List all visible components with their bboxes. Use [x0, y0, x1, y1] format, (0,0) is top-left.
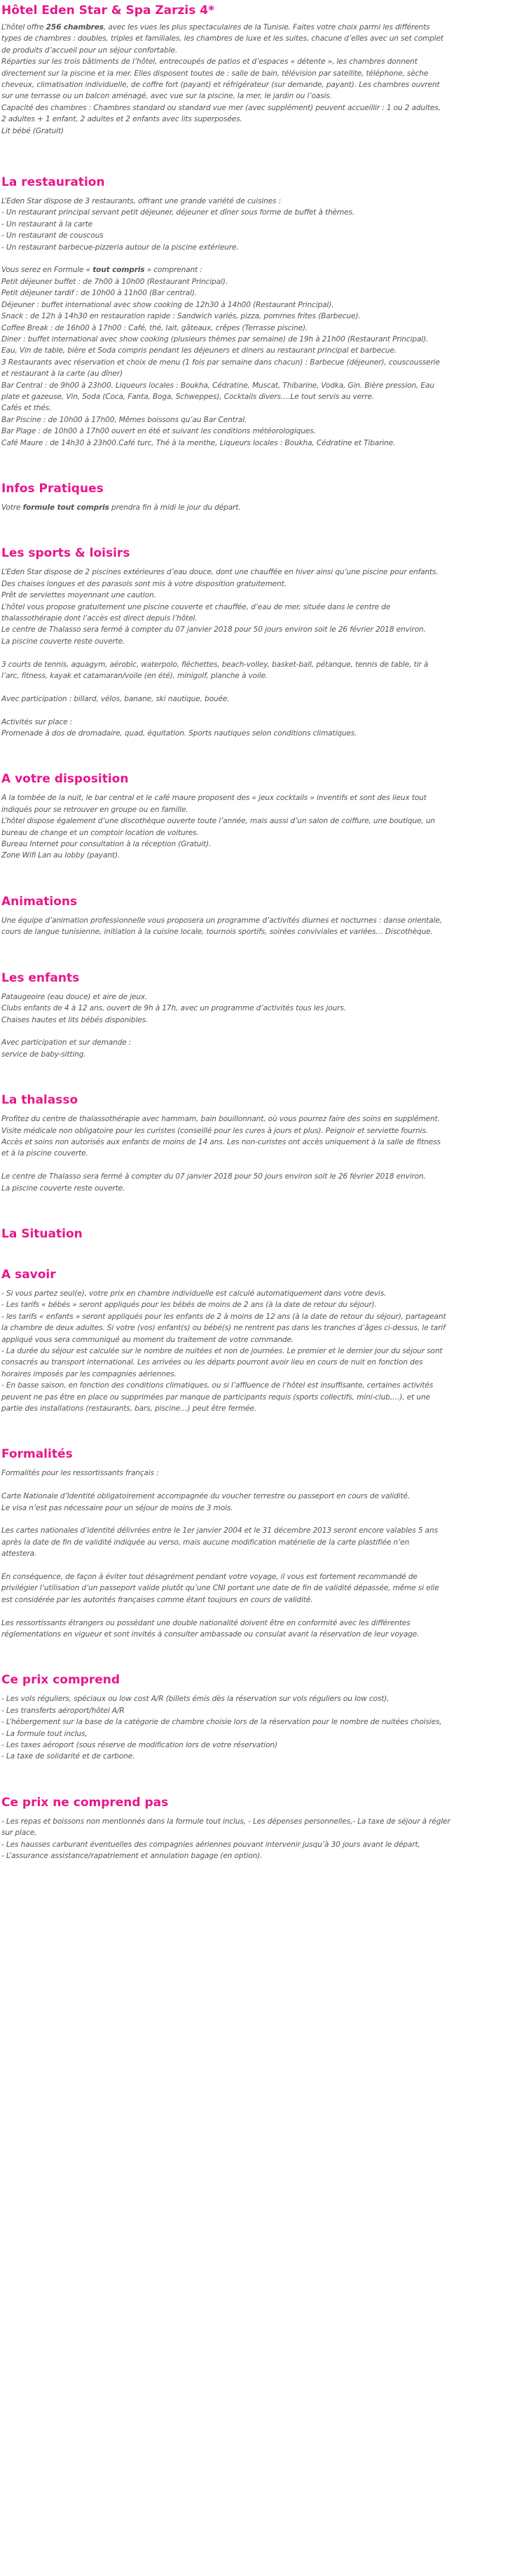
- text-line: [1, 1003, 523, 1014]
- section-title: A votre disposition: [1, 772, 129, 787]
- section-title: La restauration: [1, 175, 105, 190]
- text-segment: horaires imposés par les compagnies aériennes.: [1, 1369, 177, 1378]
- text-segment: - L’hébergement sur la base de la catégorie de chambre choisie lors de la réservation pour le nombre de nuitées choisies,: [1, 1718, 442, 1727]
- blank-line: [1, 1606, 523, 1617]
- text-line: [1, 1716, 523, 1728]
- hotel-title: Hôtel Eden Star & Spa Zarzis 4*: [1, 4, 214, 18]
- text-segment: prendra fin à midi le jour du départ.: [109, 503, 241, 512]
- text-line: [1, 1345, 523, 1357]
- text-segment: Diner : buffet international avec show cooking (plusieurs thèmes par semaine) de 19h à 21h00 (Restaurant Principal).: [1, 334, 429, 344]
- text-line: [1, 1705, 523, 1716]
- section-a-votre-disposition: [1, 771, 523, 861]
- text-line: [1, 219, 523, 230]
- text-segment: Clubs enfants de 4 à 12 ans, ouvert de 9h à 17h, avec un programme d’activités tous les jours.: [1, 1004, 346, 1013]
- text-segment: Cafés et thés.: [1, 404, 52, 413]
- text-line: [1, 345, 523, 356]
- text-segment: Réparties sur les trois bâtiments de l’hôtel, entrecoupés de patios et d’espaces « détente », les chambres donnent: [1, 57, 418, 67]
- text-line: [1, 1582, 523, 1594]
- text-line: [1, 414, 523, 426]
- text-segment: Le centre de Thalasso sera fermé à compter du 07 janvier 2018 pour 50 jours environ soit le 26 février 2018 environ.: [1, 625, 426, 635]
- text-line: [1, 230, 523, 241]
- text-line: [1, 659, 523, 670]
- section-title: Ce prix ne comprend pas: [1, 1795, 169, 1810]
- text-segment: Capacité des chambres : Chambres standard ou standard vue mer (avec supplément) peuvent accueillir : 1 ou 2 adultes,: [1, 103, 441, 112]
- section-body: [1, 792, 523, 861]
- section-body: [1, 1693, 523, 1762]
- text-line: [1, 126, 523, 137]
- text-segment: Eau, Vin de table, bière et Soda compris pendant les déjeuners et diners au restaurant principal et barbecue.: [1, 346, 397, 355]
- text-line: [1, 1322, 523, 1334]
- section-body: [1, 502, 523, 513]
- text-segment: 3 Restaurants avec réservation et choix de menu (1 fois par semaine dans chacun) : Barbecue (déjeuner), couscousserie: [1, 358, 440, 367]
- text-segment: Bar Plage : de 10h00 à 17h00 ouvert en été et suivant les conditions météorologiques.: [1, 427, 316, 436]
- text-segment: Les cartes nationales d’identité délivrées entre le 1er janvier 2004 et le 31 décembre 2013 seront encore valables 5 ans: [1, 1526, 438, 1536]
- section-formalites: [1, 1446, 523, 1640]
- text-line: [1, 1751, 523, 1762]
- text-segment: Les ressortissants étrangers ou possédant une double nationalité doivent être en conformité avec les différentes: [1, 1618, 411, 1627]
- text-segment: Le centre de Thalasso sera fermé à compter du 07 janvier 2018 pour 50 jours environ soit le 26 février 2018 environ.: [1, 1172, 426, 1181]
- text-line: [1, 590, 523, 601]
- text-segment: et à la piscine couverte.: [1, 1149, 88, 1158]
- text-segment: - La durée du séjour est calculée sur le nombre de nuitées et non de journées. Le premier et le dernier jour du séjour sont: [1, 1346, 443, 1355]
- text-segment: - Un restaurant à la carte: [1, 219, 92, 229]
- text-segment: Le visa n’est pas nécessaire pour un séjour de moins de 3 mois.: [1, 1503, 233, 1512]
- text-line: [1, 1693, 523, 1704]
- text-segment: thalassothérapie dont l’accès est direct depuis l’hôtel.: [1, 614, 198, 623]
- text-line: [1, 1827, 523, 1838]
- text-line: [1, 196, 523, 207]
- text-segment: de produits d’accueil pour un séjour confortable.: [1, 46, 178, 55]
- text-line: [1, 1311, 523, 1322]
- text-line: [1, 1137, 523, 1148]
- text-line: [1, 624, 523, 635]
- text-segment: Accès et soins non autorisés aux enfants de moins de 14 ans. Les non-curistes ont accès uniquement à la salle de fitness: [1, 1137, 441, 1146]
- text-line: [1, 426, 523, 437]
- text-segment: - Les transferts aéroport/hôtel A/R: [1, 1706, 125, 1715]
- text-line: [1, 33, 523, 44]
- text-segment: - Les hausses carburant éventuelles des compagnies aériennes pouvant intervenir jusqu’à 30 jours avant le départ,: [1, 1840, 420, 1849]
- section-body: [1, 1288, 523, 1414]
- section-ce-prix-ne-comprend-pas: [1, 1795, 523, 1862]
- section-body: [1, 1113, 523, 1194]
- text-segment: et restaurant à la carte (au dîner): [1, 370, 123, 379]
- blank-line: [1, 1026, 523, 1037]
- text-segment: l’arc, fitness, kayak et catamaran/voile (en été), minigolf, planche à voile.: [1, 672, 268, 681]
- text-segment: L’hôtel vous propose gratuitement une piscine couverte et chauffée, d’eau de mer, située dans le centre de: [1, 602, 391, 611]
- section-infos-pratiques: [1, 481, 523, 513]
- text-line: [1, 602, 523, 613]
- text-line: [1, 839, 523, 850]
- section-body: [1, 915, 523, 938]
- blank-line: [1, 705, 523, 716]
- bold-text: 256 chambres: [46, 23, 104, 32]
- text-segment: La piscine couverte reste ouverte.: [1, 637, 125, 646]
- text-line: [1, 1148, 523, 1159]
- text-line: [1, 242, 523, 253]
- content-sections: [1, 175, 523, 1862]
- text-segment: - En basse saison, en fonction des conditions climatiques, ou si l’affluence de l’hôtel est insuffisante, certaines activités: [1, 1381, 434, 1390]
- text-segment: appliqué vous sera communiqué au moment du traitement de votre commande.: [1, 1335, 294, 1344]
- text-line: [1, 1113, 523, 1125]
- text-line: [1, 636, 523, 647]
- text-line: [1, 311, 523, 322]
- text-segment: Avec participation : billard, vélos, banane, ski nautique, bouée.: [1, 694, 230, 703]
- text-line: [1, 1183, 523, 1194]
- text-line: [1, 1740, 523, 1751]
- text-segment: Petit déjeuner buffet : de 7h00 à 10h00 (Restaurant Principal).: [1, 277, 228, 286]
- text-line: [1, 264, 523, 276]
- text-segment: L’hôtel offre: [1, 23, 46, 32]
- blank-line: [1, 647, 523, 658]
- bold-text: tout compris: [92, 266, 145, 275]
- text-line: [1, 1334, 523, 1345]
- text-line: [1, 22, 523, 33]
- text-segment: - Les repas et boissons non mentionnés dans la formule tout inclus, - Les dépenses personnelles,- La taxe de séjour à régler: [1, 1817, 450, 1826]
- section-body: [1, 196, 523, 449]
- text-line: [1, 79, 523, 90]
- section-title: A savoir: [1, 1267, 56, 1282]
- text-segment: réglementations en vigueur et sont invités à consulter ambassade ou consulat avant la réservation de leur voyage.: [1, 1630, 420, 1639]
- text-segment: Zone Wifi Lan au lobby (payant).: [1, 851, 120, 860]
- text-line: [1, 728, 523, 739]
- text-line: [1, 804, 523, 815]
- text-line: [1, 1816, 523, 1827]
- text-line: [1, 1403, 523, 1414]
- text-line: [1, 391, 523, 402]
- text-segment: Chaises hautes et lits bébés disponibles.: [1, 1015, 149, 1024]
- text-segment: La piscine couverte reste ouverte.: [1, 1184, 125, 1193]
- section-les-enfants: [1, 970, 523, 1060]
- text-segment: - Un restaurant de couscous: [1, 231, 104, 240]
- text-segment: Pataugeoire (eau douce) et aire de jeux.: [1, 992, 148, 1001]
- text-segment: » comprenant :: [144, 266, 202, 275]
- text-segment: consacrés au transport international. Les arrivées ou les départs pourront avoir lieu en cours de nuit en fonction des: [1, 1358, 423, 1367]
- section-les-sports-loisirs: [1, 545, 523, 739]
- text-segment: Formalités pour les ressortissants français :: [1, 1469, 159, 1478]
- text-segment: - Les vols réguliers, spéciaux ou low cost A/R (billets émis dès la réservation sur vols réguliers ou low cost),: [1, 1695, 389, 1704]
- text-line: [1, 276, 523, 287]
- text-segment: Café Maure : de 14h30 à 23h00.Café turc, Thé à la menthe, Liqueurs locales : Boukha, Cédratine et Tibarine.: [1, 438, 396, 447]
- text-line: [1, 1288, 523, 1299]
- text-line: [1, 1392, 523, 1403]
- section-title: La Situation: [1, 1226, 83, 1241]
- text-line: [1, 1299, 523, 1310]
- text-segment: Petit déjeuner tardif : de 10h00 à 11h00 (Bar central).: [1, 289, 198, 298]
- text-line: [1, 1491, 523, 1502]
- text-line: [1, 613, 523, 624]
- text-segment: A la tombée de la nuit, le bar central et le café maure proposent des « jeux cocktails » inventifs et sont des lieux tout: [1, 794, 427, 803]
- text-line: [1, 1525, 523, 1536]
- text-line: [1, 915, 523, 926]
- text-line: [1, 114, 523, 125]
- text-segment: - L’assurance assistance/rapatriement et annulation bagage (en option).: [1, 1852, 263, 1861]
- text-line: [1, 578, 523, 590]
- text-line: [1, 850, 523, 861]
- text-line: [1, 1369, 523, 1380]
- section-body: [1, 991, 523, 1060]
- text-line: [1, 380, 523, 391]
- text-line: [1, 1571, 523, 1582]
- section-body: [1, 1467, 523, 1640]
- text-segment: cours de langue tunisienne, initiation à la cuisine locale, tournois sportifs, soirées conviviales et variées… Discothèque.: [1, 928, 433, 937]
- text-line: [1, 68, 523, 79]
- text-segment: sur place,: [1, 1829, 37, 1838]
- section-title: Ce prix comprend: [1, 1673, 120, 1688]
- text-line: [1, 287, 523, 299]
- text-line: [1, 1125, 523, 1137]
- text-segment: est considérée par les autorités françaises comme étant toujours en cours de validité.: [1, 1595, 313, 1604]
- text-line: [1, 1503, 523, 1514]
- section-title: Les enfants: [1, 970, 80, 985]
- text-segment: L’Eden Star dispose de 2 piscines extérieures d’eau douce, dont une chauffée en hiver ainsi qu’une piscine pour enfants.: [1, 568, 439, 577]
- blank-line: [1, 682, 523, 693]
- text-line: [1, 207, 523, 218]
- text-line: [1, 1728, 523, 1740]
- text-line: [1, 1594, 523, 1606]
- text-segment: En conséquence, de façon à éviter tout désagrément pendant votre voyage, il vous est fortement recommandé de: [1, 1573, 418, 1582]
- text-segment: après la date de fin de validité indiquée au verso, mais aucune modification matérielle de la carte plastifiée n’en: [1, 1538, 410, 1547]
- text-segment: - Un restaurant barbecue-pizzeria autour de la piscine extérieure.: [1, 243, 239, 252]
- text-line: [1, 1537, 523, 1548]
- text-segment: L’hôtel dispose également d’une discothèque ouverte toute l’année, mais aussi d’un salon de coiffure, une boutique, un: [1, 817, 435, 826]
- text-segment: Vous serez en Formule «: [1, 266, 93, 275]
- text-line: [1, 438, 523, 449]
- text-line: [1, 1171, 523, 1182]
- text-segment: plate et gazeuse, Vin, Soda (Coca, Fanta, Boga, Schweppes), Cocktails divers….Le tout servis au verre.: [1, 392, 375, 401]
- section-title: La thalasso: [1, 1093, 78, 1108]
- text-segment: Des chaises longues et des parasols sont mis à votre disposition gratuitement.: [1, 579, 287, 588]
- section-la-restauration: [1, 175, 523, 449]
- blank-line: [1, 1160, 523, 1171]
- section-la-thalasso: [1, 1092, 523, 1194]
- text-line: [1, 357, 523, 368]
- section-title: Formalités: [1, 1447, 73, 1462]
- text-line: [1, 1380, 523, 1391]
- text-segment: attestera.: [1, 1550, 37, 1559]
- text-line: [1, 717, 523, 728]
- text-line: [1, 693, 523, 705]
- text-segment: Votre: [1, 503, 23, 512]
- text-segment: 3 courts de tennis, aquagym, aérobic, waterpolo, fléchettes, beach-volley, basket-ball, pétanque, tennis de table, tir à: [1, 660, 429, 669]
- text-line: [1, 402, 523, 414]
- text-segment: Promenade à dos de dromadaire, quad, équitation. Sports nautiques selon conditions climatiques.: [1, 729, 357, 738]
- bold-text: formule tout compris: [22, 503, 109, 512]
- text-line: [1, 56, 523, 67]
- text-segment: cheveux, climatisation individuelle, de coffre fort (payant) et réfrigérateur (sur demande, payant). Les chambres ouvrent: [1, 81, 440, 90]
- text-segment: - La taxe de solidarité et de carbone.: [1, 1752, 135, 1761]
- text-line: [1, 45, 523, 56]
- text-segment: - Les tarifs « bébés » seront appliqués pour les bébés de moins de 2 ans (à la date de retour du séjour).: [1, 1301, 377, 1310]
- section-title: Animations: [1, 894, 78, 909]
- text-segment: - Si vous partez seul(e), votre prix en chambre individuelle est calculé automatiquement dans votre devis.: [1, 1289, 387, 1298]
- text-line: [1, 299, 523, 311]
- text-segment: service de baby-sitting.: [1, 1050, 86, 1059]
- text-segment: Bureau Internet pour consultation à la réception (Gratuit).: [1, 840, 212, 849]
- hotel-description: [1, 22, 523, 137]
- section-a-savoir: [1, 1267, 523, 1414]
- text-line: [1, 102, 523, 114]
- text-line: [1, 567, 523, 578]
- text-line: [1, 1357, 523, 1368]
- section-body: [1, 1816, 523, 1862]
- text-segment: sur une terrasse ou un balcon aménagé, avec vue sur la piscine, la mer, le jardin ou l’oasis.: [1, 92, 332, 101]
- text-line: [1, 1467, 523, 1479]
- hotel-block: [1, 3, 523, 137]
- text-line: [1, 991, 523, 1003]
- text-segment: Profitez du centre de thalassothérapie avec hammam, bain bouillonnant, où vous pourrez faire des soins en supplément.: [1, 1115, 440, 1124]
- text-line: [1, 827, 523, 839]
- text-segment: Carte Nationale d’Identité obligatoirement accompagnée du voucher terrestre ou passeport en cours de validité.: [1, 1492, 411, 1501]
- text-segment: Une équipe d’animation professionnelle vous proposera un programme d’activités diurnes et nocturnes : danse orientale,: [1, 916, 442, 925]
- text-segment: Activités sur place :: [1, 717, 73, 726]
- text-line: [1, 90, 523, 102]
- text-line: [1, 368, 523, 379]
- text-line: [1, 1629, 523, 1640]
- text-line: [1, 323, 523, 334]
- text-segment: - les tarifs « enfants » seront appliqués pour les enfants de 2 à moins de 12 ans (à la date de retour du séjour), partageant: [1, 1312, 446, 1321]
- text-line: [1, 1548, 523, 1559]
- text-segment: Snack : de 12h à 14h30 en restauration rapide : Sandwich variés, pizza, pommes frites (Barbecue).: [1, 312, 361, 321]
- text-line: [1, 1037, 523, 1048]
- section-body: [1, 567, 523, 739]
- text-segment: la chambre de deux adultes. Si votre (vos) enfant(s) ou bébé(s) ne rentrent pas dans les tranches d’âges ci-dessus, le tarif: [1, 1324, 446, 1333]
- text-segment: - Un restaurant principal servant petit déjeuner, déjeuner et dîner sous forme de buffet à thèmes.: [1, 208, 355, 217]
- text-segment: types de chambres : doubles, triples et familiales, les chambres de luxe et les suites, chacune d’elles avec un set complet: [1, 34, 443, 43]
- text-segment: L’Eden Star dispose de 3 restaurants, offrant une grande variété de cuisines :: [1, 197, 282, 206]
- text-line: [1, 1850, 523, 1862]
- text-line: [1, 815, 523, 827]
- text-segment: Coffee Break : de 16h00 à 17h00 : Café, thé, lait, gâteaux, crêpes (Terrasse piscine).: [1, 323, 308, 332]
- text-line: [1, 334, 523, 345]
- text-segment: indiqués pour se retrouver en groupe ou en famille.: [1, 805, 188, 814]
- text-line: [1, 670, 523, 682]
- text-line: [1, 926, 523, 937]
- section-ce-prix-comprend: [1, 1672, 523, 1762]
- text-segment: Bar Central : de 9h00 à 23h00. Liqueurs locales : Boukha, Cédratine, Muscat, Thibarine, Vodka, Gin. Bière pression, Eau: [1, 381, 434, 390]
- section-title: Les sports & loisirs: [1, 546, 130, 561]
- section-la-situation: [1, 1226, 523, 1242]
- section-title: Infos Pratiques: [1, 481, 104, 496]
- text-line: [1, 1839, 523, 1850]
- text-line: [1, 1049, 523, 1060]
- blank-line: [1, 1560, 523, 1571]
- blank-line: [1, 1479, 523, 1491]
- text-segment: directement sur la piscine et la mer. Elles disposent toutes de : salle de bain, télévision par satellite, téléphone, sèche: [1, 69, 429, 78]
- text-segment: Prêt de serviettes moyennant une caution.: [1, 591, 156, 600]
- text-segment: Avec participation et sur demande :: [1, 1038, 132, 1048]
- text-segment: - La formule tout inclus,: [1, 1729, 88, 1738]
- blank-line: [1, 253, 523, 264]
- text-segment: privilégier l’utilisation d’un passeport valide plutôt qu’une CNI portant une date de fin de validité dépassée, même si elle: [1, 1584, 439, 1593]
- text-segment: - Les taxes aéroport (sous réserve de modification lors de votre réservation): [1, 1741, 277, 1750]
- text-segment: bureau de change et un comptoir location de voitures.: [1, 828, 199, 837]
- section-animations: [1, 894, 523, 938]
- text-segment: Déjeuner : buffet international avec show cooking de 12h30 à 14h00 (Restaurant Principal).: [1, 300, 334, 309]
- blank-line: [1, 1514, 523, 1525]
- text-line: [1, 792, 523, 804]
- text-segment: Visite médicale non obligatoire pour les curistes (conseillé pour les cures à jours et plus). Peignoir et serviette fournis.: [1, 1126, 428, 1135]
- text-line: [1, 1015, 523, 1026]
- text-segment: , avec les vues les plus spectaculaires de la Tunisie. Faites votre choix parmi les différents: [103, 23, 430, 32]
- text-line: [1, 1618, 523, 1629]
- text-segment: peuvent ne pas être en place ou supprimées par manque de participants requis (sports collectifs, mini-club,…), et une: [1, 1392, 430, 1402]
- text-line: [1, 502, 523, 513]
- text-segment: partie des installations (restaurants, bars, piscine…) peut être fermée.: [1, 1404, 256, 1413]
- text-segment: 2 adultes + 1 enfant, 2 adultes et 2 enfants avec lits superposées.: [1, 115, 242, 124]
- text-segment: Bar Piscine : de 10h00 à 17h00, Mêmes boissons qu’au Bar Central.: [1, 415, 247, 424]
- text-segment: Lit bébé (Gratuit): [1, 126, 64, 135]
